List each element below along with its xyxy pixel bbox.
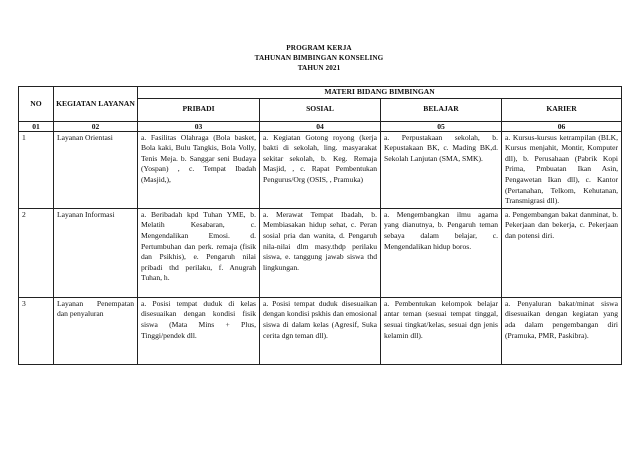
cell-karier: a. Penyaluran bakat/minat siswa disesuaikan dengan kegiatan yang ada dalam pengembangan diri (Pramuka, PMR, Paskibra). xyxy=(502,297,622,364)
cell-pribadi: a. Beribadah kpd Tuhan YME, b. Melatih Kesabaran, c. Mengendalikan Emosi. d. Pertumbuhan dan perk. remaja (fisik dan Psikhis), e. Pengaruh nilai pribadi thd perilaku, f. Anugrah Tuhan, h. xyxy=(138,208,260,297)
header-kegiatan: KEGIATAN LAYANAN xyxy=(54,87,138,122)
header-no: NO xyxy=(19,87,54,122)
cell-karier: a. Kursus-kursus ketrampilan (BLK, Kursus menjahit, Montir, Komputer dll), b. Perusahaan (Pabrik Kopi Prima, Pmbuatan Ikan Asin, Pengawetan Ikan dll), c. Kantor (Pertanahan, Telkom, Kehutanan, Transmigrasi dll). xyxy=(502,131,622,208)
column-number: 02 xyxy=(54,121,138,131)
cell-pribadi: a. Fasilitas Olahraga (Bola basket, Bola kaki, Bulu Tangkis, Bola Volly, Tenis Meja. b. Sanggar seni Budaya (Yospan) , c. Tempat Ibadah (Masjid,), xyxy=(138,131,260,208)
cell-belajar: a. Mengembangkan ilmu agama yang dianutnya, b. Pengaruh teman sebaya dalam belajar, c. Mengendalikan hidup boros. xyxy=(381,208,502,297)
column-number: 04 xyxy=(260,121,381,131)
column-number: 01 xyxy=(19,121,54,131)
cell-sosial: a. Merawat Tempat Ibadah, b. Membiasakan hidup sehat, c. Peran sosial pria dan wanita, d. Pengaruh nila-nilai dlm masy.thdp perilaku siswa, e. tanggung jawab siswa thd lingkungan. xyxy=(260,208,381,297)
cell-belajar: a. Perpustakaan sekolah, b. Kepustakaan BK, c. Mading BK,d. Sekolah Lanjutan (SMA, SMK). xyxy=(381,131,502,208)
document-year: TAHUN 2021 xyxy=(297,64,341,72)
row-kegiatan: Layanan Orientasi xyxy=(54,131,138,208)
row-number: 3 xyxy=(19,297,54,364)
header-pribadi: PRIBADI xyxy=(138,98,260,121)
header-karier: KARIER xyxy=(502,98,622,121)
header-materi-group: MATERI BIDANG BIMBINGAN xyxy=(138,87,622,99)
cell-karier: a. Pengembangan bakat danminat, b. Pekerjaan dan bekerja, c. Pekerjaan dan potensi diri. xyxy=(502,208,622,297)
table-row xyxy=(19,131,622,208)
header-sosial: SOSIAL xyxy=(260,98,381,121)
document-header xyxy=(0,43,638,73)
document-title: PROGRAM KERJA xyxy=(286,44,352,52)
column-number-row xyxy=(19,121,622,131)
document-subtitle: TAHUNAN BIMBINGAN KONSELING xyxy=(254,54,384,62)
row-kegiatan: Layanan Penempatan dan penyaluran xyxy=(54,297,138,364)
column-number: 05 xyxy=(381,121,502,131)
table-row xyxy=(19,208,622,297)
row-number: 2 xyxy=(19,208,54,297)
column-number: 06 xyxy=(502,121,622,131)
program-table xyxy=(18,86,622,365)
column-number: 03 xyxy=(138,121,260,131)
cell-belajar: a. Pembentukan kelompok belajar antar teman (sesuai tempat tinggal, sesuai tingkat/kelas, sesuai dgn jenis kelamin dll). xyxy=(381,297,502,364)
row-number: 1 xyxy=(19,131,54,208)
table-row xyxy=(19,297,622,364)
row-kegiatan: Layanan Informasi xyxy=(54,208,138,297)
header-belajar: BELAJAR xyxy=(381,98,502,121)
table-header-row xyxy=(19,87,622,99)
cell-sosial: a. Kegiatan Gotong royong (kerja bakti di sekolah, ling. masyarakat sekitar sekolah, b. Keg. Remaja Masjid, , c. Rapat Pembentukan Pengurus/Org (OSIS, , Pramuka) xyxy=(260,131,381,208)
cell-pribadi: a. Posisi tempat duduk di kelas disesuaikan dengan kondisi fisik siswa (Mata Mins + Plus, Tinggi/pendek dll. xyxy=(138,297,260,364)
cell-sosial: a. Posisi tempat duduk disesuaikan dengan kondisi pskhis dan emosional siswa di dalam kelas (Agresif, Suka cerita dgn teman dll). xyxy=(260,297,381,364)
